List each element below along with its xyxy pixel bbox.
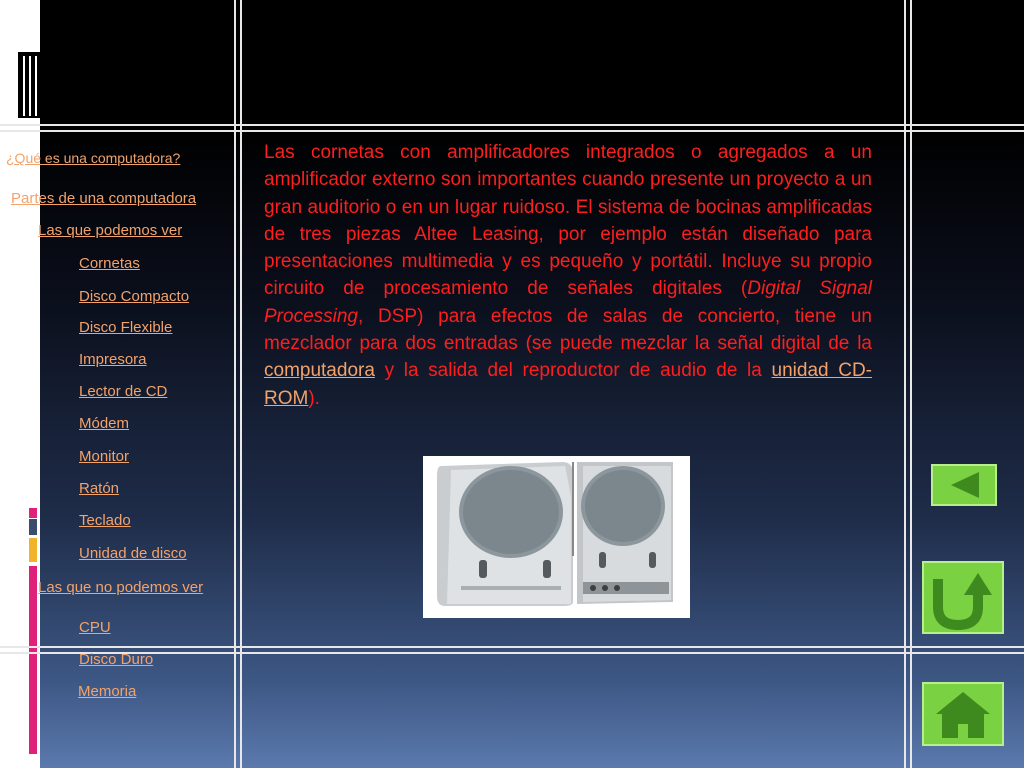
- nav-unidad-disco[interactable]: Unidad de disco: [79, 545, 187, 562]
- nav-raton[interactable]: Ratón: [79, 480, 120, 497]
- nav-disco-compacto[interactable]: Disco Compacto: [79, 288, 190, 305]
- nav-disco-flexible[interactable]: Disco Flexible: [79, 319, 173, 336]
- deco-bar-yellow: [29, 538, 37, 562]
- return-button[interactable]: [922, 561, 1004, 634]
- deco-bar-pink: [29, 566, 37, 754]
- nav-memoria[interactable]: Memoria: [78, 683, 137, 700]
- link-computadora[interactable]: computadora: [264, 360, 375, 382]
- content-paragraph: [264, 139, 872, 412]
- nav-impresora[interactable]: Impresora: [79, 351, 147, 368]
- link-unidad-cd-rom[interactable]: unidad CD-ROM: [264, 360, 873, 409]
- u-turn-icon: [924, 563, 1002, 632]
- frame-hline-4: [0, 652, 1024, 654]
- deco-bar-navy: [29, 519, 37, 535]
- home-button[interactable]: [922, 682, 1004, 746]
- frame-hline-2: [0, 130, 1024, 132]
- content-text-2: , DSP) para efectos de salas de concierto, tiene un mezclador para dos entradas (se puede mezclar la señal digital de la: [264, 305, 872, 355]
- nav-que-es-computadora[interactable]: ¿Qué es una computadora?: [6, 150, 181, 166]
- content-text-1: Las cornetas con amplificadores integrados o agregados a un amplificador externo son importantes cuando presente un proyecto a un gran auditorio o en un lugar ruidoso. El sistema de bocinas amplificadas de tres piezas Altee Leasing, por ejemplo están diseñado para presentaciones multimedia y es pequeño y portátil. Incluye su propio circuito de procesamiento de señales digitales (: [264, 142, 872, 300]
- nav-las-que-no-podemos-ver[interactable]: Las que no podemos ver: [38, 579, 204, 596]
- deco-bar-pink-top: [29, 508, 37, 518]
- nav-las-que-podemos-ver[interactable]: Las que podemos ver: [38, 222, 183, 239]
- corner-decoration: [0, 0, 40, 130]
- back-arrow-icon: [933, 466, 995, 504]
- nav-monitor[interactable]: Monitor: [79, 448, 130, 465]
- nav-modem[interactable]: Módem: [79, 415, 130, 432]
- nav-partes-computadora[interactable]: Partes de una computadora: [11, 190, 197, 207]
- nav-cornetas[interactable]: Cornetas: [79, 255, 140, 272]
- nav-cpu[interactable]: CPU: [79, 619, 111, 636]
- content-text-3: y la salida del reproductor de audio de la: [374, 360, 772, 382]
- nav-teclado[interactable]: Teclado: [79, 512, 131, 529]
- nav-lector-cd[interactable]: Lector de CD: [79, 383, 168, 400]
- speakers-image: [423, 456, 690, 618]
- frame-hline-3: [0, 646, 1024, 648]
- frame-hline-1: [0, 124, 1024, 126]
- home-icon: [924, 684, 1002, 744]
- nav-disco-duro[interactable]: Disco Duro: [79, 651, 154, 668]
- content-italic-dsp: Digital Signal Processing: [264, 278, 872, 327]
- content-text-4: ).: [308, 387, 320, 409]
- back-button[interactable]: [931, 464, 997, 506]
